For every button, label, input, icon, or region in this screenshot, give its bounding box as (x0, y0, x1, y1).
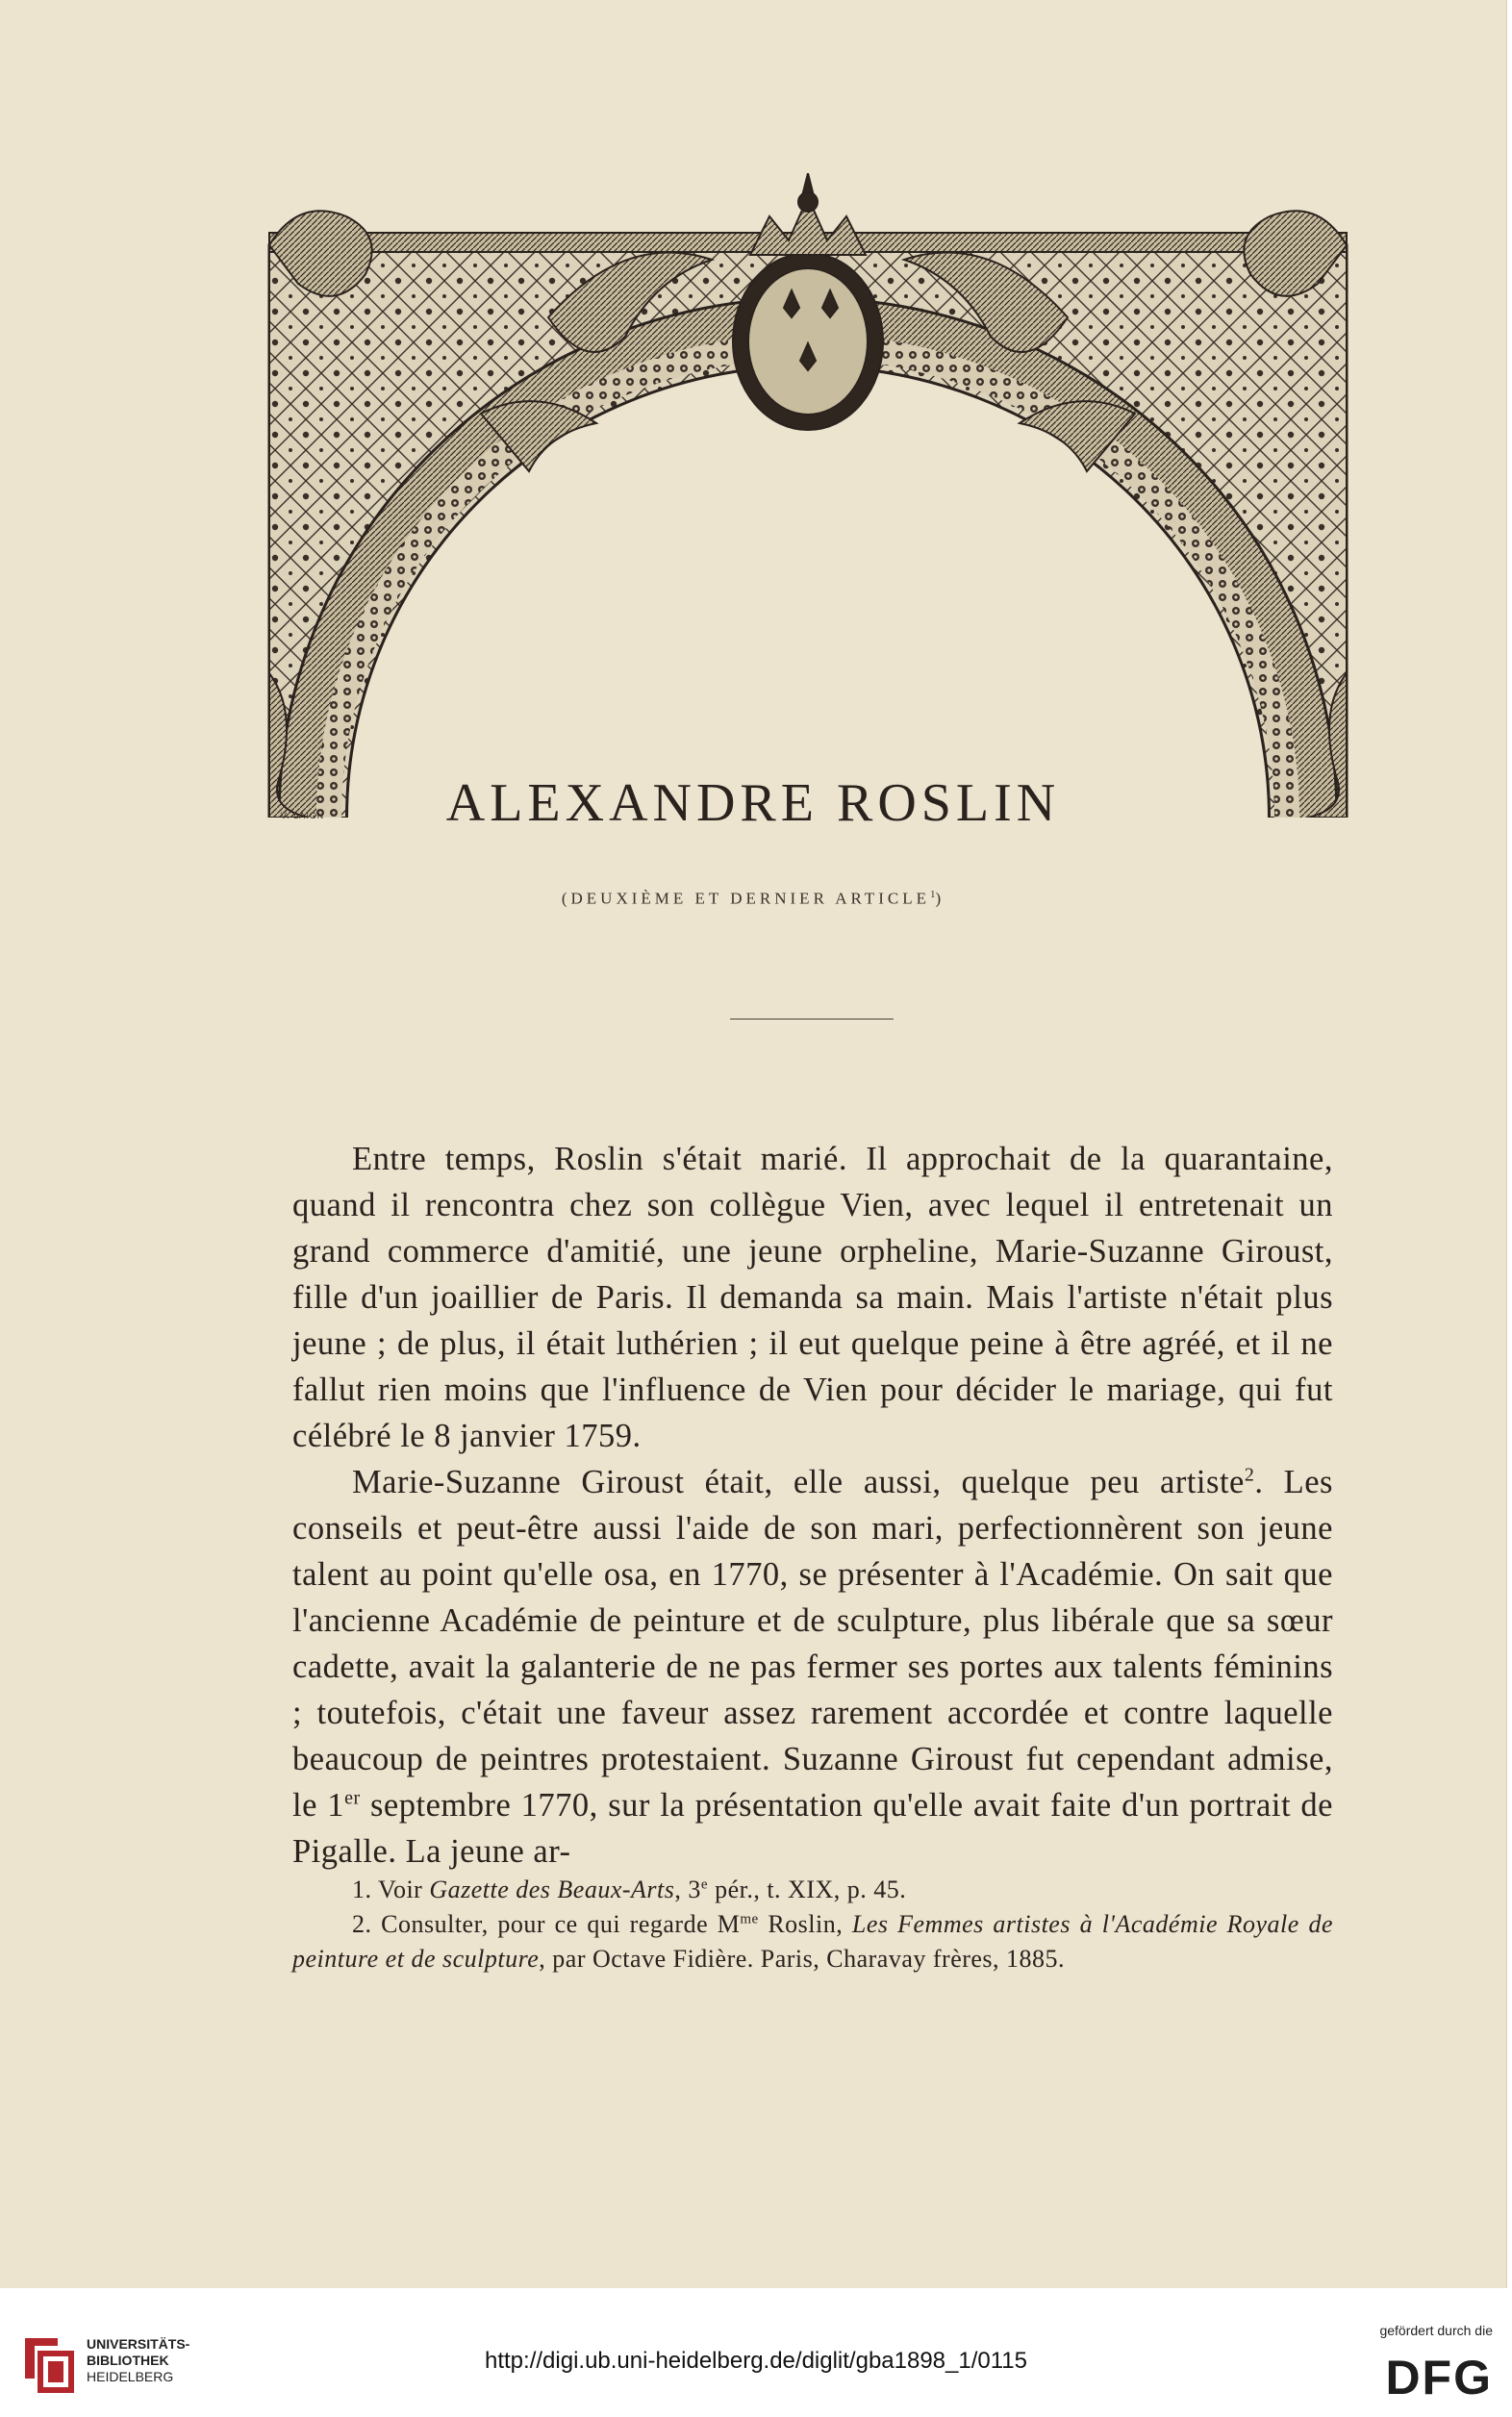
article-body (292, 1136, 1333, 1875)
footnotes (292, 1873, 1333, 1976)
paragraph-text: septembre 1770, sur la présentation qu'elle avait faite d'un portrait de Pigalle. La jeune ar- (292, 1787, 1333, 1870)
dfg-logo[interactable] (1310, 2323, 1493, 2409)
footnote-text: , par Octave Fidière. Paris, Charavay frères, 1885. (539, 1945, 1066, 1973)
library-name-line: HEIDELBERG (87, 2369, 174, 2384)
footnote-marker: 2 (1244, 1464, 1255, 1486)
funding-label: gefördert durch die (1379, 2323, 1493, 2338)
footnote (292, 1907, 1333, 1976)
footnote-title: Gazette des Beaux-Arts (429, 1876, 675, 1903)
footnote-sup: e (700, 1876, 709, 1893)
article-title: ALEXANDRE ROSLIN (445, 773, 1061, 833)
footnote-sup: me (740, 1911, 759, 1927)
footnote-text: 2. Consulter, pour ce qui regarde M (352, 1910, 741, 1938)
subtitle-note-marker: 1 (929, 889, 936, 900)
subtitle-close: ) (935, 889, 945, 908)
paragraph-text: Marie-Suzanne Giroust était, elle aussi, quelque peu artiste (352, 1464, 1245, 1500)
engraver-signature: V. LAIGN (281, 811, 325, 820)
library-name-line: UNIVERSITÄTS- (87, 2336, 190, 2352)
footnote-text: Roslin, (758, 1910, 852, 1938)
page-url-link[interactable]: http://digi.ub.uni-heidelberg.de/diglit/gba1898_1/0115 (485, 2348, 1027, 2374)
footnote-text: , 3 (674, 1876, 701, 1903)
subtitle-text: (DEUXIÈME ET DERNIER ARTICLE (561, 889, 930, 908)
dfg-wordmark: DFG (1385, 2351, 1493, 2404)
paragraph-text: . Les conseils et peut-être aussi l'aide de son mari, perfectionnèrent son jeune talent au point qu'elle osa, en 1770, se présenter à l'Académie. On sait que l'ancienne Académie de peinture et de sculpture, plus libérale que sa sœur cadette, avait la galanterie de ne pas fermer ses portes aux talents féminins ; toutefois, c'était une faveur assez rarement accordée et contre laquelle beaucoup de peintres protestaient. Suzanne Giroust fut cependant admise, le 1 (292, 1464, 1333, 1824)
library-name-line: BIBLIOTHEK (87, 2353, 169, 2368)
footnote-title: Les Femmes artistes à l'Académie Royale de peinture et de sculpture (292, 1910, 1333, 1973)
footnote (292, 1873, 1333, 1907)
footnote-text: pér., t. XIX, p. 45. (708, 1876, 907, 1903)
section-divider (730, 1019, 894, 1020)
ordinal-suffix: er (344, 1787, 361, 1809)
ornamental-headpiece (260, 173, 1356, 818)
paragraph: Entre temps, Roslin s'était marié. Il approchait de la quarantaine, quand il rencontra chez son collègue Vien, avec lequel il entretenait un grand commerce d'amitié, une jeune orpheline, Marie-Suzanne Giroust, fille d'un joaillier de Paris. Il demanda sa main. Mais l'artiste n'était plus jeune ; de plus, il était luthérien ; il eut quelque peine à être agréé, et il ne fallut rien moins que l'influence de Vien pour décider le mariage, qui fut célébré le 8 janvier 1759. (292, 1141, 1333, 1454)
viewer-footer (0, 2288, 1512, 2417)
footnote-text: 1. Voir (352, 1876, 430, 1903)
article-subtitle (0, 889, 1506, 909)
paragraph (292, 1459, 1333, 1875)
